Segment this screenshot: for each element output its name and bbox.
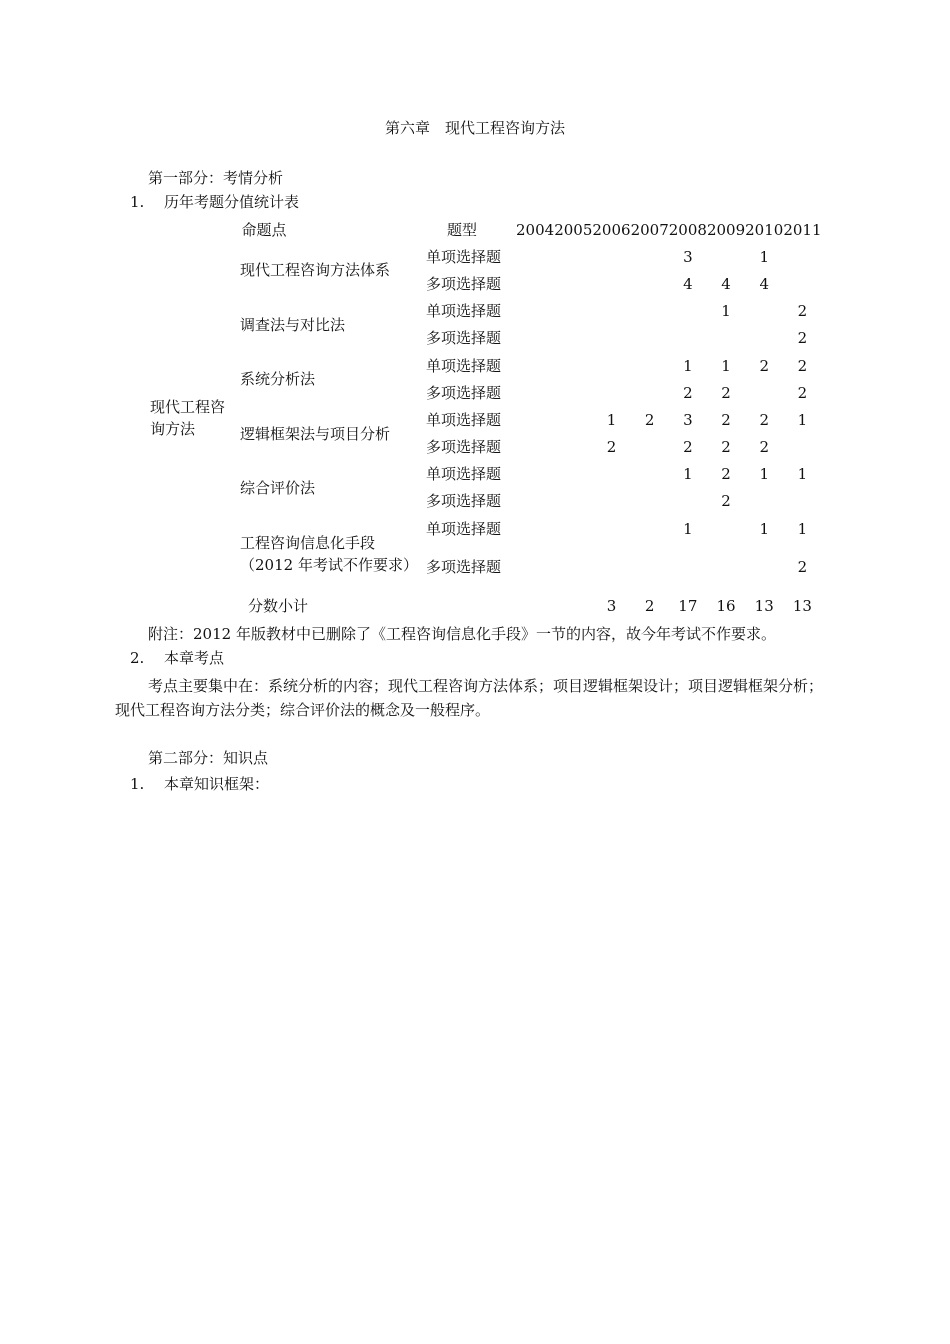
subtotal-cell: 17: [678, 596, 698, 615]
score-cell: 2: [683, 438, 693, 457]
score-cell: [592, 488, 630, 515]
score-cell: [669, 325, 707, 352]
score-cell: 2: [797, 558, 808, 577]
score-cell: 1: [606, 410, 617, 429]
score-cell: [631, 352, 669, 379]
question-type-cell: 单项选择题: [426, 519, 502, 538]
score-cell: 3: [683, 247, 693, 266]
score-cell: 2: [797, 356, 808, 375]
score-cell: [707, 515, 745, 542]
chapter-title: 第六章 现代工程咨询方法: [384, 119, 565, 137]
subtotal-row: [142, 592, 822, 619]
score-cell: [592, 325, 630, 352]
question-type-cell: 多项选择题: [426, 558, 502, 577]
score-cell: [745, 325, 783, 352]
question-type-cell: 多项选择题: [426, 492, 502, 511]
table-row: [142, 461, 822, 488]
score-cell: 2: [721, 492, 731, 511]
score-cell: [516, 243, 554, 270]
score-cell: [592, 270, 630, 297]
topic-cell: 现代工程咨询方法: [150, 397, 226, 438]
score-cell: [631, 461, 669, 488]
subtotal-cell: [516, 592, 554, 619]
score-cell: [745, 298, 783, 325]
subtotal-label: 分数小计: [248, 596, 309, 615]
table-header-row: [142, 216, 822, 243]
note-text: 附注：2012 年版教材中已删除了《工程咨询信息化手段》一节的内容，故今年考试不作要求。: [148, 625, 776, 643]
score-cell: 4: [721, 274, 731, 293]
score-cell: 1: [683, 465, 693, 484]
subtopic-cell: 逻辑框架法与项目分析: [240, 424, 391, 443]
subtotal-cell: 3: [606, 596, 617, 615]
score-cell: [554, 406, 592, 433]
score-cell: 2: [797, 329, 808, 348]
score-cell: [554, 542, 592, 592]
score-cell: [516, 542, 554, 592]
score-cell: [707, 243, 745, 270]
score-cell: [554, 352, 592, 379]
score-cell: [516, 379, 554, 406]
question-type-cell: 单项选择题: [426, 247, 502, 266]
score-cell: [669, 298, 707, 325]
score-cell: [631, 325, 669, 352]
score-cell: [554, 325, 592, 352]
question-type-cell: 多项选择题: [426, 329, 502, 348]
score-cell: 1: [683, 356, 693, 375]
score-cell: 2: [683, 383, 693, 402]
header-year: 2006: [592, 220, 631, 239]
score-cell: 1: [797, 519, 808, 538]
score-cell: [783, 243, 821, 270]
header-year: 2009: [706, 220, 746, 239]
score-cell: [631, 270, 669, 297]
header-year: 2007: [630, 220, 669, 239]
header-type: 题型: [446, 220, 477, 239]
score-cell: 1: [797, 410, 808, 429]
question-type-cell: 单项选择题: [426, 356, 502, 375]
score-cell: 2: [759, 356, 769, 375]
score-cell: [783, 488, 821, 515]
header-year: 2004: [516, 220, 555, 239]
section-3-number: 1.: [130, 775, 145, 793]
header-year: 2010: [745, 220, 784, 239]
score-cell: 1: [721, 302, 731, 321]
section-1-number: 1.: [130, 193, 145, 211]
score-cell: 2: [721, 438, 731, 457]
score-cell: 2: [721, 383, 731, 402]
score-cell: [516, 406, 554, 433]
score-cell: [592, 515, 630, 542]
question-type-cell: 单项选择题: [426, 302, 502, 321]
score-cell: [516, 461, 554, 488]
section-2-number: 2.: [130, 649, 145, 667]
score-cell: 1: [759, 247, 769, 266]
question-type-cell: 单项选择题: [426, 465, 502, 484]
score-cell: [554, 461, 592, 488]
score-cell: [516, 298, 554, 325]
score-cell: [516, 488, 554, 515]
table-row: [142, 406, 822, 433]
score-cell: [554, 488, 592, 515]
table-row: [142, 515, 822, 542]
score-cell: 2: [644, 410, 655, 429]
part2-heading: 第二部分：知识点: [148, 749, 269, 767]
score-cell: 2: [797, 302, 808, 321]
subtotal-cell: 16: [716, 596, 736, 615]
question-type-cell: 多项选择题: [426, 383, 502, 402]
score-cell: 2: [721, 410, 731, 429]
header-topic: 命题点: [241, 220, 287, 239]
subtotal-spacer: [142, 592, 238, 619]
score-cell: 4: [759, 274, 769, 293]
subtotal-cell: 13: [754, 596, 774, 615]
subtotal-cell: 13: [792, 596, 812, 615]
score-cell: 2: [606, 438, 617, 457]
score-cell: [554, 243, 592, 270]
score-cell: [516, 434, 554, 461]
score-cell: 1: [721, 356, 731, 375]
score-cell: [707, 542, 745, 592]
score-cell: [631, 243, 669, 270]
score-cell: [631, 488, 669, 515]
score-cell: 2: [759, 410, 769, 429]
score-cell: 2: [759, 438, 769, 457]
score-cell: 1: [759, 465, 769, 484]
score-cell: [783, 270, 821, 297]
score-cell: 3: [683, 410, 693, 429]
score-cell: [745, 488, 783, 515]
score-cell: 2: [797, 383, 808, 402]
score-cell: [592, 379, 630, 406]
score-cell: [669, 488, 707, 515]
section-1-label: 历年考题分值统计表: [164, 193, 300, 211]
table-row: [142, 298, 822, 325]
subtopic-cell: 调查法与对比法: [240, 315, 346, 334]
score-cell: [669, 542, 707, 592]
score-cell: 4: [683, 274, 693, 293]
question-type-cell: 多项选择题: [426, 438, 502, 457]
score-cell: [592, 352, 630, 379]
table-row: [142, 352, 822, 379]
part1-heading: 第一部分：考情分析: [148, 169, 284, 187]
score-cell: [707, 325, 745, 352]
score-cell: [554, 379, 592, 406]
score-statistics-table: [142, 216, 822, 619]
subtotal-cell: 2: [644, 596, 655, 615]
score-cell: [592, 298, 630, 325]
score-cell: [516, 325, 554, 352]
subtopic-cell: 工程咨询信息化手段（2012 年考试不作要求）: [240, 533, 418, 574]
header-year: 2011: [783, 220, 822, 239]
score-cell: [592, 243, 630, 270]
score-cell: [554, 270, 592, 297]
score-cell: [554, 434, 592, 461]
subtopic-cell: 现代工程咨询方法体系: [240, 261, 391, 280]
subtopic-cell: 综合评价法: [240, 478, 316, 497]
subtotal-cell: [554, 592, 592, 619]
score-cell: [592, 542, 630, 592]
header-year: 2008: [668, 220, 707, 239]
score-cell: 1: [797, 465, 808, 484]
score-cell: [783, 434, 821, 461]
score-cell: [631, 298, 669, 325]
score-cell: [554, 515, 592, 542]
score-cell: 2: [721, 465, 731, 484]
exam-points-text: 考点主要集中在：系统分析的内容；现代工程咨询方法体系；项目逻辑框架设计；项目逻辑框架分析；现代工程咨询方法分类；综合评价法的概念及一般程序。: [115, 677, 824, 719]
question-type-cell: 多项选择题: [426, 274, 502, 293]
section-3-label: 本章知识框架：: [164, 775, 270, 793]
score-cell: [592, 461, 630, 488]
score-cell: [745, 379, 783, 406]
subtopic-cell: 系统分析法: [240, 370, 316, 389]
score-cell: 1: [759, 519, 769, 538]
score-cell: [631, 542, 669, 592]
score-cell: [516, 352, 554, 379]
score-cell: [516, 515, 554, 542]
table-row: [142, 243, 822, 270]
question-type-cell: 单项选择题: [426, 410, 502, 429]
score-cell: [516, 270, 554, 297]
header-year: 2005: [554, 220, 593, 239]
score-cell: [745, 542, 783, 592]
score-cell: [631, 434, 669, 461]
score-cell: 1: [683, 519, 693, 538]
score-cell: [631, 379, 669, 406]
section-2-label: 本章考点: [164, 649, 225, 667]
score-cell: [554, 298, 592, 325]
score-cell: [631, 515, 669, 542]
